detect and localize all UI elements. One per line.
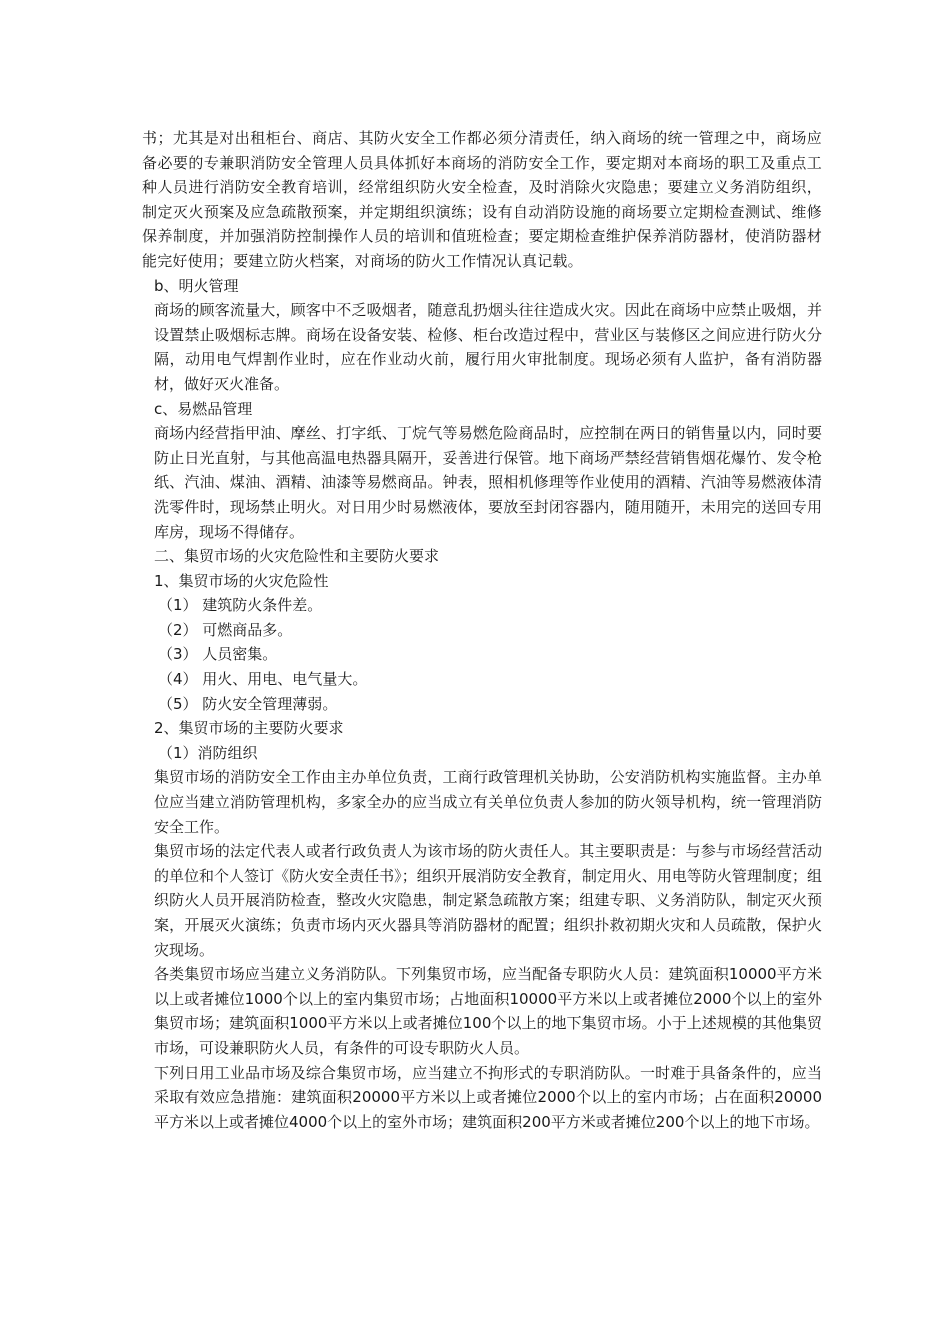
heading-flammables-management: c、易燃品管理 [154,399,253,418]
paragraph-responsible-person: 集贸市场的法定代表人或者行政负责人为该市场的防火责任人。其主要职责是：与参与市场经营活动的单位和个人签订《防火安全责任书》；组织开展消防安全教育，制定用火、用电等防火管理制度；组织防火人员开展消防检查，整改火灾隐患，制定紧急疏散方案；组建专职、义务消防队，制定灭火预案，开展灭火演练；负责市场内灭火器具等消防器材的配置；组织扑救初期火灾和人员疏散，保护火灾现场。 [154,842,822,959]
list-item-weak-management: （5） 防火安全管理薄弱。 [158,694,338,713]
paragraph-open-fire: 商场的顾客流量大，顾客中不乏吸烟者，随意乱扔烟头往往造成火灾。因此在商场中应禁止吸烟，并设置禁止吸烟标志牌。商场在设备安装、检修、柜台改造过程中，营业区与装修区之间应进行防火分隔，动用电气焊割作业时，应在作业动火前，履行用火审批制度。现场必须有人监护，备有消防器材，做好灭火准备。 [154,301,822,393]
heading-open-fire-management: b、明火管理 [154,276,239,295]
list-item-fire-power-usage: （4） 用火、用电、电气量大。 [158,670,368,689]
paragraph-organization: 集贸市场的消防安全工作由主办单位负责，工商行政管理机关协助，公安消防机构实施监督。主办单位应当建立消防管理机构，多家全办的应当成立有关单位负责人参加的防火领导机构，统一管理消防安全工作。 [154,768,822,836]
subheading-fire-danger: 1、集贸市场的火灾危险性 [154,571,329,590]
document-body [142,126,822,1134]
paragraph-dedicated-brigade: 下列日用工业品市场及综合集贸市场，应当建立不拘形式的专职消防队。一时难于具备条件的，应当采取有效应急措施：建筑面积20000平方米以上或者摊位2000个以上的室内市场；占在面积20000平方米以上或者摊位4000个以上的室外市场；建筑面积200平方米或者摊位200个以上的地下市场。 [154,1063,822,1131]
paragraph-volunteer-brigade: 各类集贸市场应当建立义务消防队。下列集贸市场，应当配备专职防火人员：建筑面积10000平方米以上或者摊位1000个以上的室内集贸市场；占地面积10000平方米以上或者摊位2000个以上的室外集贸市场；建筑面积1000平方米以上或者摊位100个以上的地下集贸市场。小于上述规模的其他集贸市场，可设兼职防火人员，有条件的可设专职防火人员。 [154,965,822,1057]
list-item-building-conditions: （1） 建筑防火条件差。 [158,596,323,615]
section-heading-market-fire-risk: 二、集贸市场的火灾危险性和主要防火要求 [154,547,440,566]
subheading-fire-organization: （1）消防组织 [158,743,258,762]
paragraph-responsibility: 书；尤其是对出租柜台、商店、其防火安全工作都必须分清责任，纳入商场的统一管理之中，商场应备必要的专兼职消防安全管理人员具体抓好本商场的消防安全工作，要定期对本商场的职工及重点工种人员进行消防安全教育培训，经常组织防火安全检查，及时消除火灾隐患；要建立义务消防组织，制定灭火预案及应急疏散预案，并定期组织演练；设有自动消防设施的商场要立定期检查测试、维修保养制度，并加强消防控制操作人员的培训和值班检查；要定期检查维护保养消防器材，使消防器材能完好使用；要建立防火档案，对商场的防火工作情况认真记载。 [142,129,822,270]
list-item-crowded: （3） 人员密集。 [158,645,278,664]
paragraph-flammables: 商场内经营指甲油、摩丝、打字纸、丁烷气等易燃危险商品时，应控制在两日的销售量以内，同时要防止日光直射，与其他高温电热器具隔开，妥善进行保管。地下商场严禁经营销售烟花爆竹、发令枪纸、汽油、煤油、酒精、油漆等易燃商品。钟表，照相机修理等作业使用的酒精、汽油等易燃液体清洗零件时，现场禁止明火。对日用少时易燃液体，要放至封闭容器内，随用随开，未用完的送回专用库房，现场不得储存。 [154,424,822,541]
list-item-combustible-goods: （2） 可燃商品多。 [158,620,293,639]
subheading-fire-requirements: 2、集贸市场的主要防火要求 [154,719,344,738]
